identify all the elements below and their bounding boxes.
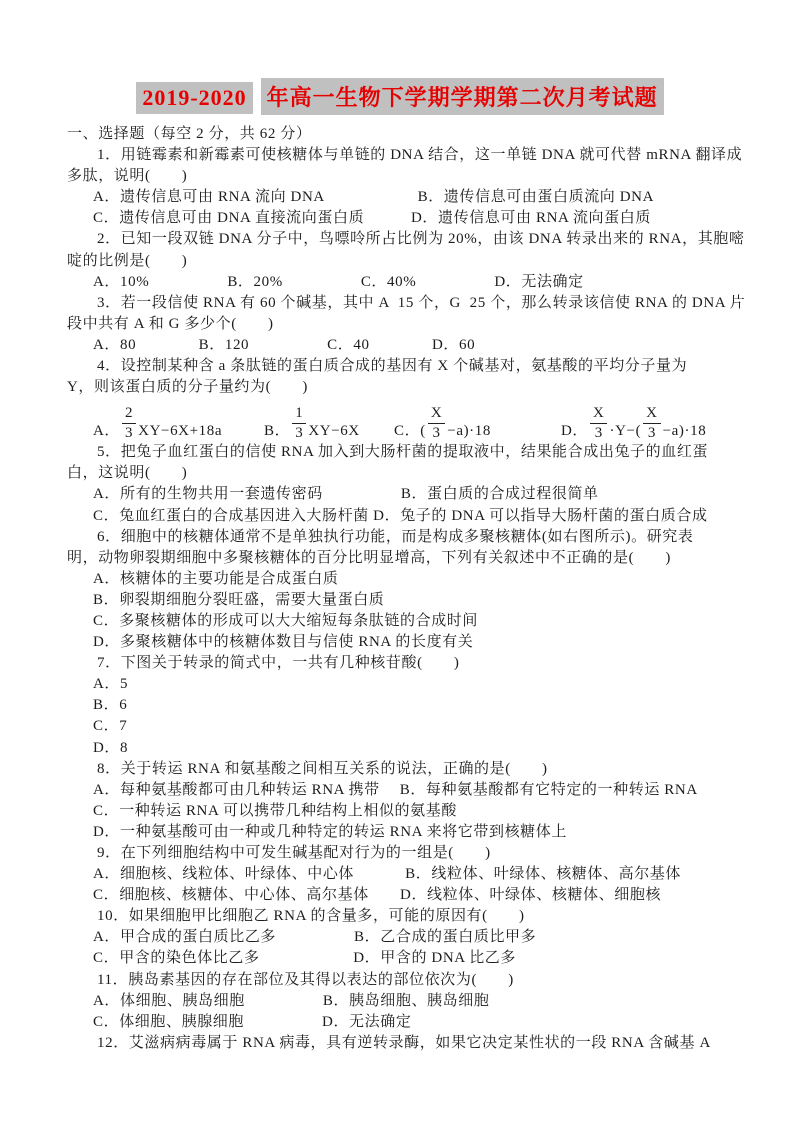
fraction-numerator: 2 [122,404,136,424]
fraction-numerator: 1 [292,404,306,424]
exam-text-line: A．细胞核、线粒体、叶绿体、中心体 B．线粒体、叶绿体、核糖体、高尔基体 [93,866,681,883]
fraction-numerator: X [428,404,445,424]
exam-text-line: 9．在下列细胞结构中可发生碱基配对行为的一组是( ) [97,845,491,861]
q4-fraction-options-row [67,398,793,442]
page-title [0,78,800,115]
exam-text-line: Y，则该蛋白质的分子量约为( ) [67,379,309,396]
fraction [292,404,306,442]
exam-text-line: 10．如果细胞甲比细胞乙 RNA 的含量多，可能的原因有( ) [97,908,525,925]
formula-text: ·Y−( [609,423,642,440]
exam-text-line: 12．艾滋病病毒属于 RNA 病毒，具有逆转录酶，如果它决定某性状的一段 RNA 含碱基 A [97,1034,711,1051]
exam-text-line: 段中共有 A 和 G 多少个( ) [67,315,274,332]
exam-text-line: B．卵裂期细胞分裂旺盛，需要大量蛋白质 [93,591,385,608]
exam-text-line: D．8 [93,739,129,756]
exam-text-line: 多肽，说明( ) [67,168,188,185]
exam-text-line: D．多聚核糖体中的核糖体数目与信使 RNA 的长度有关 [93,634,474,651]
exam-text-line: C．多聚核糖体的形成可以大大缩短每条肽链的合成时间 [93,612,479,629]
exam-text-line: C．遗传信息可由 DNA 直接流向蛋白质 D．遗传信息可由 RNA 流向蛋白质 [93,210,651,227]
exam-text-line: 7．下图关于转录的简式中，一共有几种核苷酸( ) [97,655,460,672]
formula-text: −a)·18 [662,423,707,440]
q4-option [93,404,264,442]
formula-text: XY−6X+18a [138,423,223,440]
formula-text: XY−6X [308,423,360,440]
title-text-segment: 年高一生物下学期学期第二次月考试题 [261,78,664,115]
exam-text-line: 11．胰岛素基因的存在部位及其得以表达的部位依次为( ) [97,971,514,988]
fraction [428,404,445,442]
option-label: C． [394,423,421,440]
option-label: D． [561,423,589,440]
fraction [643,404,660,442]
exam-text-line: C．甲含的染色体比乙多 D．甲含的 DNA 比乙多 [93,950,517,967]
exam-text-line: A．甲合成的蛋白质比乙多 B．乙合成的蛋白质比甲多 [93,929,537,946]
fraction [122,404,136,442]
fraction-denominator: 3 [432,425,441,442]
exam-text-line: A．遗传信息可由 RNA 流向 DNA B．遗传信息可由蛋白质流向 DNA [93,189,655,206]
fraction-denominator: 3 [647,425,656,442]
exam-text-line: 明，动物卵裂期细胞中多聚核糖体的百分比明显增高，下列有关叙述中不正确的是( ) [67,549,671,566]
option-label: A． [93,423,121,440]
option-label: B． [264,423,291,440]
exam-text-line: A．所有的生物共用一套遗传密码 B．蛋白质的合成过程很简单 [93,486,599,503]
exam-text-line: A．80 B．120 C．40 D．60 [93,336,476,353]
exam-text-line: C．7 [93,718,128,735]
fraction-numerator: X [590,404,607,424]
exam-text-line: 8．关于转运 RNA 和氨基酸之间相互关系的说法，正确的是( ) [97,760,548,777]
exam-text-line: C．细胞核、核糖体、中心体、高尔基体 D．线粒体、叶绿体、核糖体、细胞核 [93,887,662,904]
q4-option [394,404,561,442]
exam-text-line: 1．用链霉素和新霉素可使核糖体与单链的 DNA 结合，这一单链 DNA 就可代替 mRNA 翻译成 [97,147,743,164]
formula-text: ( [420,423,426,440]
exam-text-line: 白，这说明( ) [67,465,188,482]
exam-text-line: A．核糖体的主要功能是合成蛋白质 [93,570,339,587]
exam-text-line: 6．细胞中的核糖体通常不是单独执行功能，而是构成多聚核糖体(如右图所示)。研究表 [97,528,694,545]
exam-body [67,124,793,1054]
formula-text: −a)·18 [447,423,491,440]
exam-text-line: 4．设控制某种含 a 条肽链的蛋白质合成的基因有 X 个碱基对，氨基酸的平均分子量为 [97,358,688,375]
exam-text-line: D．一种氨基酸可由一种或几种特定的转运 RNA 来将它带到核糖体上 [93,823,567,840]
q4-option [561,404,706,442]
section-header: 一、选择题（每空 2 分，共 62 分） [67,126,312,142]
fraction-denominator: 3 [295,425,304,442]
exam-text-line: 2．已知一段双链 DNA 分子中，鸟嘌呤所占比例为 20%，由该 DNA 转录出来的 RNA，其胞嘧 [97,231,745,248]
q4-option [264,404,394,442]
exam-text-line: 3．若一段信使 RNA 有 60 个碱基，其中 A 15 个，G 25 个，那么转录该信使 RNA 的 DNA 片 [97,294,746,311]
title-year-segment: 2019-2020 [136,82,252,114]
fraction-denominator: 3 [125,425,134,442]
exam-text-line: A．每种氨基酸都可由几种转运 RNA 携带 B．每种氨基酸都有它特定的一种转运 RNA [93,781,698,798]
exam-text-line: A．体细胞、胰岛细胞 B．胰岛细胞、胰岛细胞 [93,992,490,1009]
exam-text-line: C．兔血红蛋白的合成基因进入大肠杆菌 D．兔子的 DNA 可以指导大肠杆菌的蛋白质合成 [93,507,708,524]
fraction-denominator: 3 [594,425,603,442]
fraction-numerator: X [643,404,660,424]
exam-text-line: A．5 [93,676,129,693]
fraction [590,404,607,442]
exam-text-line: C．体细胞、胰腺细胞 D．无法确定 [93,1013,412,1030]
exam-text-line: 啶的比例是( ) [67,252,188,269]
exam-text-line: C．一种转运 RNA 可以携带几种结构上相似的氨基酸 [93,802,457,819]
exam-text-line: B．6 [93,697,128,714]
exam-text-line: 5．把兔子血红蛋白的信使 RNA 加入到大肠杆菌的提取液中，结果能合成出兔子的血红蛋 [97,444,709,461]
exam-text-line: A．10% B．20% C．40% D．无法确定 [93,273,584,290]
